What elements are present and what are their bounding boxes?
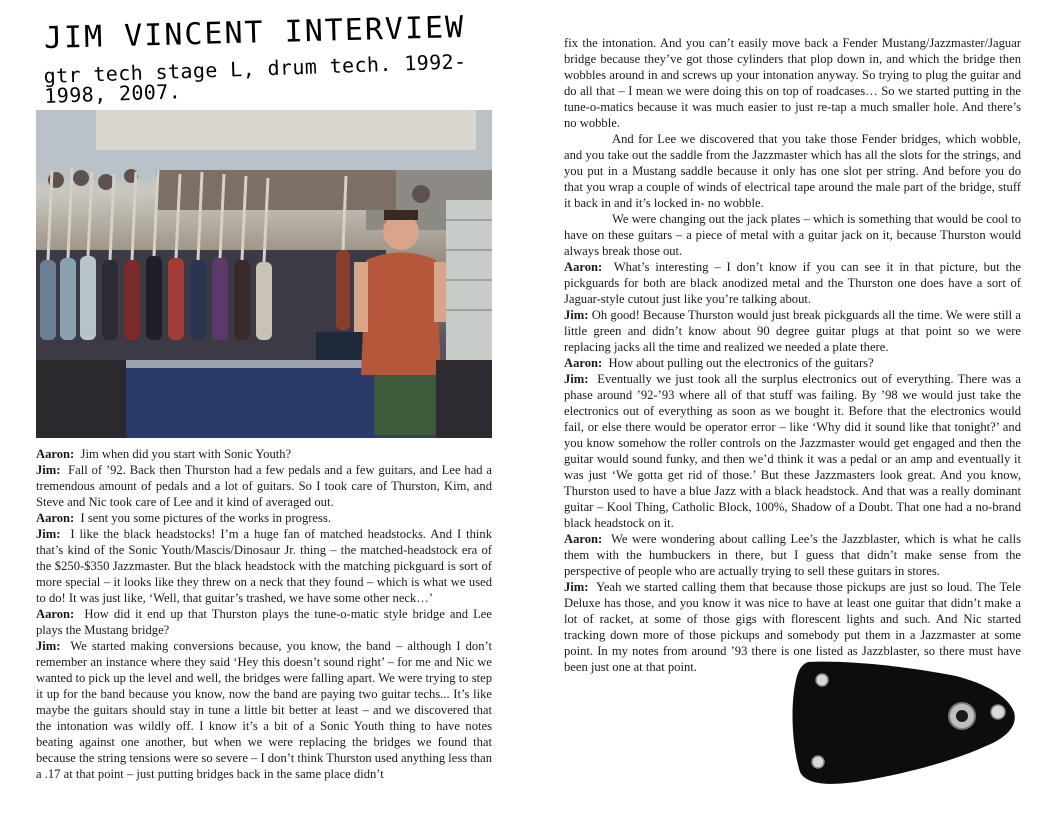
title-line-2: gtr tech stage L, drum tech. 1992-1998, 2007. bbox=[43, 49, 467, 108]
speaker-label: Jim: bbox=[36, 527, 61, 541]
interview-paragraph bbox=[564, 259, 1021, 307]
speaker-label: Aaron: bbox=[36, 511, 75, 525]
left-column-text bbox=[36, 446, 492, 782]
pickguard-image bbox=[786, 656, 1018, 788]
backstage-photo bbox=[36, 110, 492, 438]
interview-paragraph bbox=[564, 307, 1021, 355]
paragraph-text: We started making conversions because, you know, the band – although I don’t remember an instance where they said ‘Hey this doesn’t sound right’ – for me and Nic we wanted to pick up the level and well, the bridges were falling apart. We were trying to step it up for the band because you know, now the band are paying two guitar techs... It’s like maybe the guitars should stay in tune a little bit better at least – and we discovered that the intonation was wildly off. I know it’s a bit of a Sonic Youth thing to have notes beating against one another, but when we were replacing the bridges we found that because the string tensions were so severe – I don’t think Thurston used anything less than a .17 at that point – just putting bridges back in the same place didn’t bbox=[36, 639, 492, 781]
interview-paragraph bbox=[564, 35, 1021, 131]
interview-paragraph bbox=[36, 510, 492, 526]
interview-paragraph bbox=[564, 531, 1021, 579]
paragraph-text: Jim when did you start with Sonic Youth? bbox=[80, 447, 292, 461]
paragraph-text: fix the intonation. And you can’t easily move back a Fender Mustang/Jazzmaster/Jaguar bridge because they’ve got those cylinders that plop down in, and which the bridge then wobbles around in and screws up your intonation anyway. So trying to plug the guitar and do all that – I mean we were doing this on top of roadcases… So we started putting in the tune-o-matics because it was much easier to just re-tap a much smaller hole. And there’s no wobble. bbox=[564, 36, 1021, 130]
paragraph-text: How about pulling out the electronics of the guitars? bbox=[608, 356, 874, 370]
interview-paragraph bbox=[564, 355, 1021, 371]
paragraph-text: I sent you some pictures of the works in progress. bbox=[80, 511, 331, 525]
right-column-text bbox=[564, 35, 1021, 675]
paragraph-text: And for Lee we discovered that you take those Fender bridges, which wobble, and you take out the saddle from the Jazzmaster which has all the slots for the strings, and you put in a Mustang saddle because it only has one slot per string. And before you do that you wrap a couple of winds of electrical tape around the male part of the bridge, stuff it back in and it’s locked in- no wobble. bbox=[564, 132, 1021, 210]
backstage-photo-illustration bbox=[36, 110, 492, 438]
handwritten-title bbox=[43, 9, 514, 108]
speaker-label: Aaron: bbox=[564, 356, 603, 370]
paragraph-text: Fall of ’92. Back then Thurston had a few pedals and a few guitars, and Lee had a tremendous amount of pedals and a lot of guitars. So I took care of Thurston, Kim, and Steve and Nic took care of Lee and it kind of averaged out. bbox=[36, 463, 493, 509]
speaker-label: Aaron: bbox=[564, 532, 603, 546]
interview-paragraph bbox=[36, 638, 492, 782]
speaker-label: Jim: bbox=[36, 463, 61, 477]
speaker-label: Aaron: bbox=[36, 447, 75, 461]
speaker-label: Jim: bbox=[564, 308, 589, 322]
paragraph-text: I like the black headstocks! I’m a huge fan of matched headstocks. And I think that’s kind of the Sonic Youth/Mascis/Dinosaur Jr. thing – the matched-headstock era of the $250-$350 Jazzmaster. But the black headstock with the matching pickguard is sort of more special – it looks like they threw on a neck that they found – which is what we used to do! It was just like, ‘Well, that guitar’s trashed, we have some other neck…’ bbox=[36, 527, 492, 605]
paragraph-text: Eventually we just took all the surplus electronics out of everything. There was a phase around ’92-’93 where all of that stuff was failing. By ’98 we would just take the electronics out of everything as soon as we bought it. Before that the electronics would fail, or else there would be operator error – like ‘Why did it sound like that tonight?’ and you know somehow the roller controls on the Jazzmaster would get engaged and then the guitar would sound funky, and then we’d think it was a pedal or an amp and eventually it was just ‘We gotta get rid of those.’ But these Jazzmasters look great. And you know, Thurston used to have a blue Jazz with a black headstock. And that was a really dominant guitar – Kool Thing, Catholic Block, 100%, Shadow of a Doubt. That one had a no-brand black headstock on it. bbox=[564, 372, 1022, 530]
paragraph-text: Yeah we started calling them that because those pickups are just so loud. The Tele Deluxe has those, and you know it was nice to have at least one guitar that didn’t make a lot of racket, at some of those gigs with florescent lights and such. And Nic started tracking down more of those pickups and somebody put them in a Jazzmaster at some point. In my notes from around ’93 there is one listed as Jazzblaster, so there must have been just one at that point. bbox=[564, 580, 1021, 674]
title-line-1: JIM VINCENT INTERVIEW bbox=[43, 9, 466, 56]
speaker-label: Jim: bbox=[36, 639, 61, 653]
interview-paragraph bbox=[36, 462, 492, 510]
interview-paragraph bbox=[36, 526, 492, 606]
speaker-label: Jim: bbox=[564, 372, 589, 386]
paragraph-text: We were wondering about calling Lee’s the Jazzblaster, which is what he calls them with the humbuckers in there, but I guess that didn’t make sense from the perspective of people who are actually trying to sell these guitars in stores. bbox=[564, 532, 1021, 578]
speaker-label: Aaron: bbox=[36, 607, 75, 621]
interview-paragraph bbox=[36, 446, 492, 462]
speaker-label: Aaron: bbox=[564, 260, 603, 274]
paragraph-text: We were changing out the jack plates – which is something that would be cool to have on these guitars – a piece of metal with a guitar jack on it, because Thurston would always break those out. bbox=[564, 212, 1021, 258]
paragraph-text: What’s interesting – I don’t know if you can see it in that picture, but the pickguards for both are black anodized metal and the Thurston one does have a sort of Jaguar-style cutout just like you’re talking about. bbox=[564, 260, 1021, 306]
paragraph-text: How did it end up that Thurston plays the tune-o-matic style bridge and Lee plays the Mustang bridge? bbox=[36, 607, 492, 637]
paragraph-text: Oh good! Because Thurston would just break pickguards all the time. We were still a little green and didn’t know about 90 degree guitar plugs at that point so we were replacing jacks all the time and realized we needed a plate there. bbox=[564, 308, 1021, 354]
jack-plate-pickguard-icon bbox=[786, 656, 1018, 788]
interview-paragraph bbox=[564, 371, 1021, 531]
interview-paragraph bbox=[564, 131, 1021, 211]
speaker-label: Jim: bbox=[564, 580, 589, 594]
interview-paragraph bbox=[564, 211, 1021, 259]
interview-paragraph bbox=[36, 606, 492, 638]
